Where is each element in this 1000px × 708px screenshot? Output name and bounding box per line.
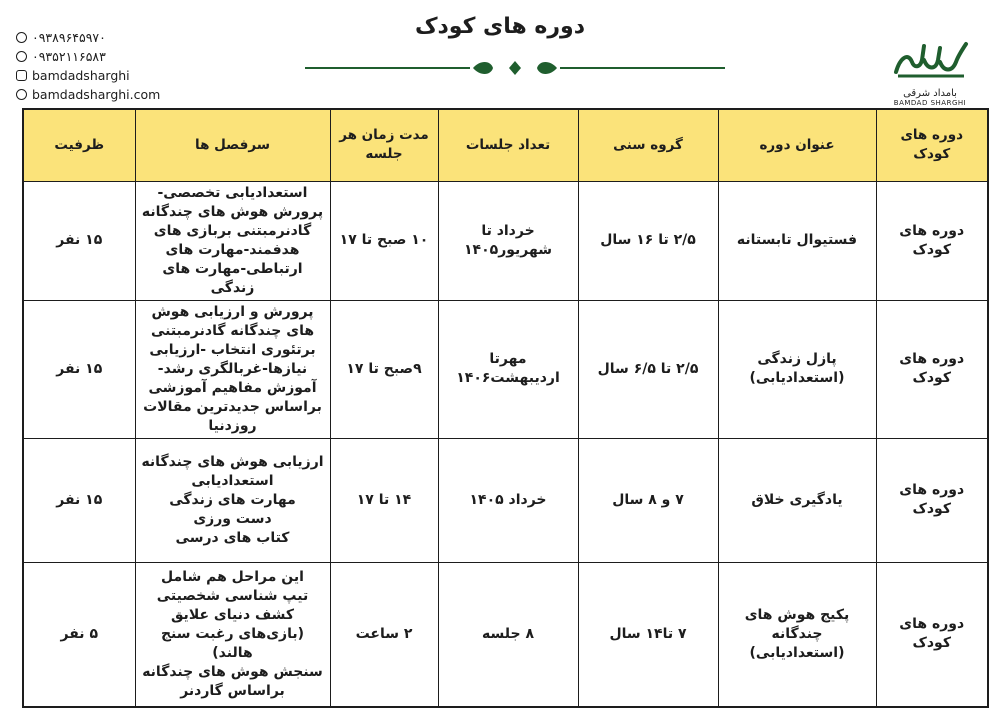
cell-duration: ۱۰ صبح تا ۱۷ — [330, 181, 438, 300]
cell-age: ۷ تا۱۴ سال — [578, 562, 718, 707]
cell-topics: این مراحل هم شامل تیپ شناسی شخصیتی کشف دنیای علایق (بازی‌های رغبت سنج هالند) سنجش هوش های چندگانه براساس گاردنر — [135, 562, 330, 707]
column-header-topics: سرفصل ها — [135, 109, 330, 181]
cell-age: ۲/۵ تا ۱۶ سال — [578, 181, 718, 300]
cell-title: فستیوال تابستانه — [718, 181, 876, 300]
cell-capacity: ۵ نفر — [23, 562, 135, 707]
cell-category: دوره های کودک — [876, 181, 988, 300]
contact-list — [16, 28, 160, 104]
contact-text: ۰۹۳۸۹۶۴۵۹۷۰ — [32, 30, 106, 45]
column-header-title: عنوان دوره — [718, 109, 876, 181]
page-title: دوره های کودک — [414, 14, 586, 39]
instagram-icon — [16, 70, 27, 81]
contact-phone[interactable] — [16, 47, 160, 66]
cell-category: دوره های کودک — [876, 562, 988, 707]
column-header-duration: مدت زمان هر جلسه — [330, 109, 438, 181]
contact-text: bamdadsharghi — [32, 68, 130, 83]
globe-icon — [16, 89, 27, 100]
cell-capacity: ۱۵ نفر — [23, 300, 135, 438]
phone-icon — [16, 51, 27, 62]
logo-text-fa: بامداد شرقی — [903, 88, 957, 99]
table-row — [23, 438, 988, 562]
cell-title: یادگیری خلاق — [718, 438, 876, 562]
logo-text-en: BAMDAD SHARGHI — [893, 99, 967, 107]
column-header-age: گروه سنی — [578, 109, 718, 181]
cell-capacity: ۱۵ نفر — [23, 438, 135, 562]
cell-capacity: ۱۵ نفر — [23, 181, 135, 300]
table-row — [23, 300, 988, 438]
cell-age: ۲/۵ تا ۶/۵ سال — [578, 300, 718, 438]
courses-table — [22, 108, 989, 708]
cell-topics: ارزیابی هوش های چندگانه استعدادیابی مهارت های زندگی دست ورزی کتاب های درسی — [135, 438, 330, 562]
cell-topics: پرورش و ارزیابی هوش های چندگانه گادنرمبتنی برتئوری انتخاب -ارزیابی نیازها-غربالگری رشد-آموزش مفاهیم آموزشی براساس جدیدترین مقالات روزدنیا — [135, 300, 330, 438]
cell-title: پکیج هوش های چندگانه (استعدادیابی) — [718, 562, 876, 707]
cell-category: دوره های کودک — [876, 438, 988, 562]
logo-mark-icon — [890, 38, 970, 82]
contact-text: bamdadsharghi.com — [32, 87, 161, 102]
column-header-category: دوره های کودک — [876, 109, 988, 181]
cell-sessions: ۸ جلسه — [438, 562, 578, 707]
cell-duration: ۹صبح تا ۱۷ — [330, 300, 438, 438]
column-header-capacity: ظرفیت — [23, 109, 135, 181]
table-row — [23, 562, 988, 707]
contact-website[interactable] — [16, 85, 160, 104]
table-row — [23, 181, 988, 300]
cell-age: ۷ و ۸ سال — [578, 438, 718, 562]
cell-title: پازل زندگی (استعدادیابی) — [718, 300, 876, 438]
cell-duration: ۲ ساعت — [330, 562, 438, 707]
cell-sessions: مهرتا اردیبهشت۱۴۰۶ — [438, 300, 578, 438]
table-header-row — [23, 109, 988, 181]
title-ornament — [305, 56, 725, 80]
cell-sessions: خرداد ۱۴۰۵ — [438, 438, 578, 562]
brand-logo — [882, 38, 978, 107]
cell-duration: ۱۴ تا ۱۷ — [330, 438, 438, 562]
contact-instagram[interactable] — [16, 66, 160, 85]
cell-category: دوره های کودک — [876, 300, 988, 438]
cell-sessions: خرداد تا شهریور۱۴۰۵ — [438, 181, 578, 300]
cell-topics: استعدادیابی تخصصی-پرورش هوش های چندگانه گادنرمبتنی بربازی های هدفمند-مهارت های ارتباطی-مهارت های زندگی — [135, 181, 330, 300]
column-header-sessions: تعداد جلسات — [438, 109, 578, 181]
contact-text: ۰۹۳۵۲۱۱۶۵۸۳ — [32, 49, 106, 64]
